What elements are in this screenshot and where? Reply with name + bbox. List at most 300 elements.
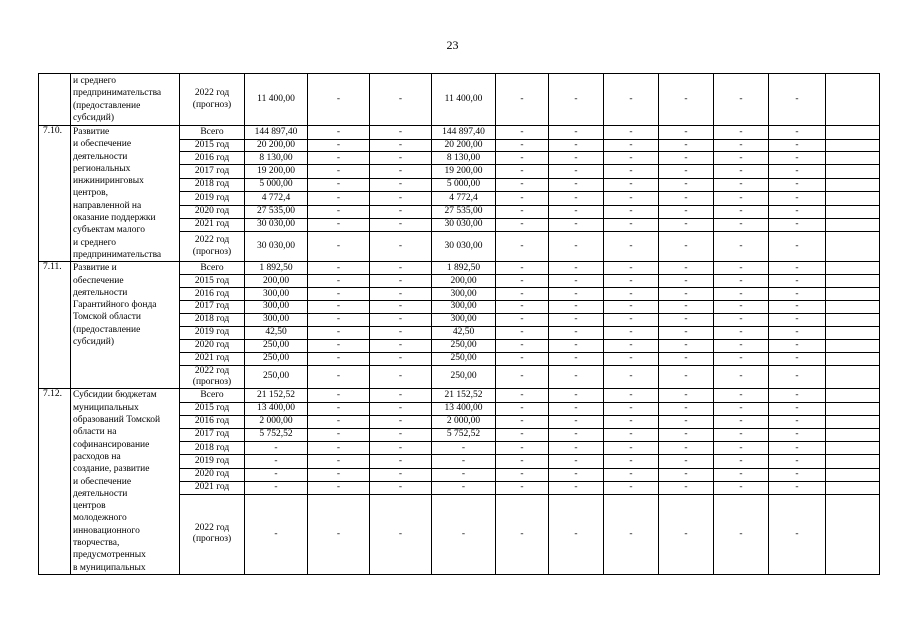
value-cell: - [308, 165, 370, 179]
value-cell: 42,50 [245, 326, 308, 339]
item-number: 7.12. [39, 389, 71, 574]
value-cell: - [549, 74, 604, 126]
value-cell: 30 030,00 [432, 218, 496, 232]
value-cell: - [496, 481, 549, 494]
value-cell: - [308, 275, 370, 288]
value-cell: - [659, 205, 714, 218]
value-cell: - [714, 178, 769, 192]
value-cell: - [549, 415, 604, 428]
value-cell: - [308, 139, 370, 152]
year-cell: 2020 год [180, 205, 245, 218]
value-cell: - [432, 494, 496, 574]
year-cell: 2017 год [180, 165, 245, 179]
value-cell: - [496, 442, 549, 455]
value-cell: - [308, 429, 370, 442]
value-cell: - [308, 352, 370, 365]
item-description: Развитие и обеспечение деятельности региональных инжиниринговых центров, направленной на оказание поддержки субъектам малого и среднего предпринимательства [71, 126, 180, 262]
value-cell: - [549, 339, 604, 352]
value-cell: - [769, 165, 826, 179]
value-cell: - [308, 455, 370, 468]
value-cell: 300,00 [245, 313, 308, 326]
value-cell: - [370, 262, 432, 275]
value-cell: - [769, 389, 826, 402]
year-cell: 2019 год [180, 326, 245, 339]
value-cell [826, 74, 880, 126]
value-cell: - [432, 442, 496, 455]
table-row [39, 126, 880, 140]
value-cell: - [370, 402, 432, 415]
year-cell: 2021 год [180, 352, 245, 365]
value-cell: - [769, 313, 826, 326]
value-cell: 13 400,00 [432, 402, 496, 415]
year-cell: Всего [180, 389, 245, 402]
value-cell: - [604, 326, 659, 339]
value-cell: - [496, 415, 549, 428]
year-cell: 2018 год [180, 442, 245, 455]
value-cell: - [370, 288, 432, 301]
value-cell: - [659, 126, 714, 140]
item-description: Развитие и обеспечение деятельности Гарантийного фонда Томской области (предоставление субсидий) [71, 262, 180, 389]
value-cell: - [659, 275, 714, 288]
value-cell: 27 535,00 [245, 205, 308, 218]
value-cell: - [714, 365, 769, 389]
value-cell: 19 200,00 [245, 165, 308, 179]
value-cell: - [769, 232, 826, 262]
value-cell: - [714, 275, 769, 288]
value-cell: - [549, 301, 604, 313]
value-cell: - [370, 301, 432, 313]
value-cell: - [370, 352, 432, 365]
value-cell: - [714, 74, 769, 126]
value-cell: - [370, 218, 432, 232]
value-cell: - [659, 389, 714, 402]
value-cell: - [714, 402, 769, 415]
value-cell: - [769, 205, 826, 218]
year-cell: 2019 год [180, 455, 245, 468]
value-cell: - [659, 192, 714, 206]
value-cell [826, 313, 880, 326]
year-cell: 2015 год [180, 275, 245, 288]
value-cell: - [604, 313, 659, 326]
value-cell: - [496, 152, 549, 165]
value-cell: - [659, 178, 714, 192]
value-cell: - [308, 301, 370, 313]
value-cell: - [496, 352, 549, 365]
value-cell: - [370, 74, 432, 126]
value-cell: - [604, 232, 659, 262]
value-cell: - [714, 429, 769, 442]
value-cell [826, 326, 880, 339]
value-cell: - [659, 139, 714, 152]
value-cell: - [659, 165, 714, 179]
year-cell: 2019 год [180, 192, 245, 206]
value-cell [826, 288, 880, 301]
value-cell: - [714, 352, 769, 365]
value-cell: 11 400,00 [432, 74, 496, 126]
value-cell: - [549, 205, 604, 218]
value-cell: - [659, 402, 714, 415]
value-cell: - [370, 126, 432, 140]
value-cell: - [308, 481, 370, 494]
value-cell: - [549, 481, 604, 494]
value-cell: - [549, 313, 604, 326]
value-cell: - [604, 288, 659, 301]
value-cell: - [496, 339, 549, 352]
value-cell: - [370, 192, 432, 206]
value-cell: 4 772,4 [245, 192, 308, 206]
value-cell: - [308, 442, 370, 455]
value-cell: - [496, 218, 549, 232]
value-cell: 1 892,50 [432, 262, 496, 275]
value-cell: - [308, 389, 370, 402]
value-cell: - [308, 494, 370, 574]
value-cell: - [659, 468, 714, 481]
value-cell: - [245, 494, 308, 574]
value-cell: - [549, 455, 604, 468]
value-cell: - [714, 494, 769, 574]
value-cell: 250,00 [245, 365, 308, 389]
value-cell: - [549, 468, 604, 481]
value-cell: 5 000,00 [245, 178, 308, 192]
value-cell: - [308, 339, 370, 352]
year-cell: Всего [180, 126, 245, 140]
value-cell: 20 200,00 [245, 139, 308, 152]
value-cell: - [769, 218, 826, 232]
value-cell: 200,00 [432, 275, 496, 288]
value-cell: - [370, 429, 432, 442]
value-cell: - [769, 481, 826, 494]
value-cell: - [604, 352, 659, 365]
value-cell: 250,00 [432, 365, 496, 389]
value-cell: - [370, 468, 432, 481]
year-cell: 2016 год [180, 152, 245, 165]
value-cell: - [714, 481, 769, 494]
value-cell: - [549, 494, 604, 574]
value-cell: - [496, 178, 549, 192]
value-cell: - [496, 326, 549, 339]
value-cell: - [769, 365, 826, 389]
value-cell: 200,00 [245, 275, 308, 288]
value-cell: - [308, 74, 370, 126]
item-number: 7.10. [39, 126, 71, 262]
value-cell: - [714, 442, 769, 455]
value-cell [826, 352, 880, 365]
value-cell: - [370, 494, 432, 574]
value-cell: 5 752,52 [432, 429, 496, 442]
value-cell: 4 772,4 [432, 192, 496, 206]
year-cell: 2015 год [180, 402, 245, 415]
value-cell: - [370, 455, 432, 468]
value-cell: - [308, 365, 370, 389]
value-cell: - [714, 288, 769, 301]
value-cell [826, 192, 880, 206]
year-cell: 2020 год [180, 339, 245, 352]
value-cell [826, 262, 880, 275]
value-cell: - [714, 205, 769, 218]
budget-table [38, 73, 880, 575]
value-cell: - [659, 218, 714, 232]
value-cell: 8 130,00 [245, 152, 308, 165]
table-row [39, 389, 880, 402]
value-cell: - [604, 455, 659, 468]
value-cell: - [308, 313, 370, 326]
value-cell: - [549, 178, 604, 192]
value-cell: - [714, 192, 769, 206]
value-cell: 5 000,00 [432, 178, 496, 192]
table-row [39, 74, 880, 126]
value-cell: - [659, 481, 714, 494]
value-cell: 144 897,40 [432, 126, 496, 140]
year-cell: 2018 год [180, 178, 245, 192]
value-cell: - [432, 455, 496, 468]
value-cell: 250,00 [432, 339, 496, 352]
value-cell: - [370, 313, 432, 326]
value-cell: - [769, 74, 826, 126]
value-cell: - [549, 192, 604, 206]
value-cell: 300,00 [432, 301, 496, 313]
value-cell: - [549, 126, 604, 140]
value-cell: - [659, 429, 714, 442]
value-cell: 2 000,00 [245, 415, 308, 428]
year-cell: 2022 год (прогноз) [180, 74, 245, 126]
value-cell: 30 030,00 [245, 232, 308, 262]
value-cell: 300,00 [245, 288, 308, 301]
table-row [39, 262, 880, 275]
value-cell: - [659, 301, 714, 313]
value-cell: - [659, 262, 714, 275]
value-cell [826, 152, 880, 165]
value-cell: - [769, 301, 826, 313]
value-cell: - [714, 232, 769, 262]
value-cell: - [549, 389, 604, 402]
value-cell: - [659, 288, 714, 301]
value-cell [826, 455, 880, 468]
value-cell [826, 481, 880, 494]
item-number [39, 74, 71, 126]
value-cell: - [604, 139, 659, 152]
table-body [39, 74, 880, 575]
value-cell: 11 400,00 [245, 74, 308, 126]
value-cell [826, 301, 880, 313]
value-cell: 2 000,00 [432, 415, 496, 428]
value-cell: - [604, 301, 659, 313]
value-cell: 250,00 [245, 352, 308, 365]
value-cell: - [496, 126, 549, 140]
value-cell: - [714, 262, 769, 275]
value-cell: - [549, 442, 604, 455]
value-cell: - [549, 288, 604, 301]
value-cell: 30 030,00 [432, 232, 496, 262]
value-cell [826, 468, 880, 481]
value-cell: - [370, 481, 432, 494]
value-cell: 42,50 [432, 326, 496, 339]
item-number: 7.11. [39, 262, 71, 389]
value-cell: - [245, 481, 308, 494]
year-cell: 2015 год [180, 139, 245, 152]
value-cell: - [769, 326, 826, 339]
value-cell: - [604, 152, 659, 165]
value-cell: 1 892,50 [245, 262, 308, 275]
value-cell: - [370, 178, 432, 192]
value-cell: - [604, 74, 659, 126]
value-cell: - [604, 275, 659, 288]
value-cell: - [714, 455, 769, 468]
value-cell: - [370, 275, 432, 288]
value-cell: - [308, 262, 370, 275]
item-description: и среднего предпринимательства (предоставление субсидий) [71, 74, 180, 126]
value-cell: - [714, 468, 769, 481]
year-cell: 2016 год [180, 415, 245, 428]
value-cell: - [604, 178, 659, 192]
value-cell: 300,00 [245, 301, 308, 313]
value-cell: - [769, 494, 826, 574]
value-cell: - [769, 402, 826, 415]
value-cell: - [308, 415, 370, 428]
value-cell: - [370, 415, 432, 428]
value-cell: - [659, 313, 714, 326]
value-cell: - [496, 275, 549, 288]
value-cell: - [308, 178, 370, 192]
value-cell: - [769, 468, 826, 481]
value-cell: - [714, 139, 769, 152]
value-cell: 5 752,52 [245, 429, 308, 442]
value-cell: - [714, 301, 769, 313]
value-cell: - [769, 192, 826, 206]
year-cell: 2020 год [180, 468, 245, 481]
value-cell: - [769, 178, 826, 192]
value-cell [826, 178, 880, 192]
value-cell: - [659, 415, 714, 428]
value-cell: - [769, 152, 826, 165]
value-cell: - [714, 152, 769, 165]
value-cell: - [496, 494, 549, 574]
value-cell: - [245, 442, 308, 455]
value-cell: - [496, 468, 549, 481]
value-cell: - [659, 494, 714, 574]
page-number: 23 [446, 38, 459, 52]
value-cell: 19 200,00 [432, 165, 496, 179]
value-cell: - [549, 139, 604, 152]
value-cell: - [496, 301, 549, 313]
value-cell: - [714, 126, 769, 140]
value-cell: - [549, 165, 604, 179]
value-cell: - [604, 165, 659, 179]
value-cell: - [245, 455, 308, 468]
value-cell: - [659, 339, 714, 352]
item-description: Субсидии бюджетам муниципальных образований Томской области на софинансирование расходов на создание, развитие и обеспечение деятельности центров молодежного инновационного творчества, предусмотренных в муниципальных [71, 389, 180, 574]
value-cell: - [549, 262, 604, 275]
value-cell: - [714, 218, 769, 232]
value-cell: - [604, 442, 659, 455]
value-cell [826, 389, 880, 402]
value-cell: - [308, 126, 370, 140]
value-cell: - [604, 126, 659, 140]
value-cell: 300,00 [432, 313, 496, 326]
value-cell: - [769, 262, 826, 275]
value-cell: - [604, 468, 659, 481]
value-cell: - [769, 275, 826, 288]
year-cell: 2017 год [180, 301, 245, 313]
value-cell: 20 200,00 [432, 139, 496, 152]
value-cell: - [769, 352, 826, 365]
value-cell: - [659, 74, 714, 126]
value-cell: - [769, 139, 826, 152]
value-cell: - [308, 192, 370, 206]
year-cell: 2017 год [180, 429, 245, 442]
value-cell: - [714, 415, 769, 428]
value-cell: - [714, 165, 769, 179]
value-cell: - [549, 352, 604, 365]
value-cell: - [496, 165, 549, 179]
value-cell: - [659, 352, 714, 365]
value-cell: - [370, 165, 432, 179]
year-cell: Всего [180, 262, 245, 275]
value-cell: 8 130,00 [432, 152, 496, 165]
value-cell: - [496, 288, 549, 301]
value-cell: - [496, 313, 549, 326]
value-cell: - [370, 339, 432, 352]
value-cell: - [549, 365, 604, 389]
year-cell: 2018 год [180, 313, 245, 326]
value-cell: - [308, 468, 370, 481]
value-cell: - [769, 415, 826, 428]
value-cell: - [308, 218, 370, 232]
value-cell: - [659, 232, 714, 262]
value-cell [826, 232, 880, 262]
value-cell: - [659, 365, 714, 389]
value-cell: - [370, 389, 432, 402]
value-cell: - [370, 152, 432, 165]
value-cell: - [549, 275, 604, 288]
value-cell: - [549, 218, 604, 232]
value-cell [826, 339, 880, 352]
value-cell: - [604, 389, 659, 402]
value-cell: - [308, 402, 370, 415]
value-cell: - [308, 232, 370, 262]
value-cell: - [370, 205, 432, 218]
value-cell: - [714, 326, 769, 339]
value-cell: - [659, 326, 714, 339]
value-cell: - [659, 152, 714, 165]
value-cell [826, 126, 880, 140]
value-cell: - [308, 326, 370, 339]
value-cell [826, 205, 880, 218]
value-cell: - [308, 205, 370, 218]
value-cell: - [370, 139, 432, 152]
value-cell: - [604, 402, 659, 415]
value-cell [826, 429, 880, 442]
value-cell [826, 365, 880, 389]
value-cell: - [496, 455, 549, 468]
value-cell: - [604, 339, 659, 352]
value-cell: 144 897,40 [245, 126, 308, 140]
value-cell: 27 535,00 [432, 205, 496, 218]
value-cell: - [496, 205, 549, 218]
value-cell: 13 400,00 [245, 402, 308, 415]
value-cell: - [604, 365, 659, 389]
value-cell: - [496, 232, 549, 262]
value-cell: - [604, 218, 659, 232]
value-cell [826, 275, 880, 288]
value-cell: - [659, 455, 714, 468]
value-cell [826, 494, 880, 574]
value-cell: - [496, 429, 549, 442]
value-cell: - [432, 481, 496, 494]
value-cell: - [549, 152, 604, 165]
value-cell: - [769, 126, 826, 140]
value-cell: - [496, 192, 549, 206]
value-cell: - [769, 288, 826, 301]
